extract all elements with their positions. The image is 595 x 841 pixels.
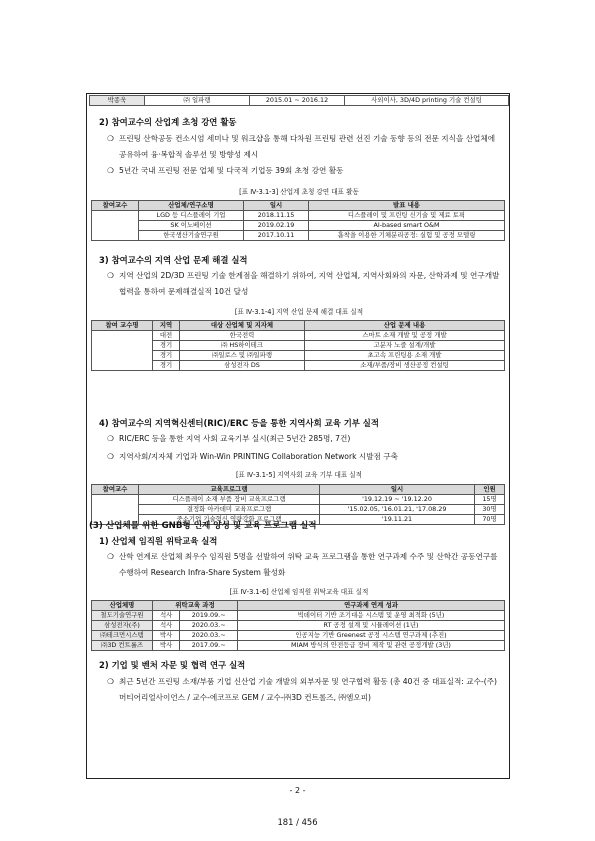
s3-col-professor: 참여 교수명 <box>92 321 153 331</box>
s3-col-region: 지역 <box>153 321 180 331</box>
table-header-row <box>92 485 505 495</box>
table-header-row <box>92 601 505 611</box>
sec3-col-course: 위탁교육 과정 <box>153 601 238 611</box>
top-cell-period: 2015.01 ~ 2016.12 <box>250 96 345 106</box>
top-cell-company: ㈜ 일파랭 <box>145 96 250 106</box>
s3-col-target: 대상 산업체 및 지자체 <box>180 321 305 331</box>
sec3-col-company: 산업체명 <box>92 601 153 611</box>
table-row: 철도기술연구원 석사 2019.09.~ 빅데이터 기반 조기대응 시스템 및 운영 최적화 (5년) <box>92 611 505 621</box>
s4-col-program: 교육프로그램 <box>139 485 320 495</box>
table-row: SK 이노베이션 2019.02.19 AI-based smart O&M <box>92 221 505 231</box>
s2-professor-cell <box>92 211 139 241</box>
bullet-icon: ❍ <box>107 166 114 175</box>
table-row: 결정화 아카데미 교육프로그램 '15.02.05, '16.01.21, '17.08.29 30명 <box>92 505 505 515</box>
s2-heading: 2) 참여교수의 산업계 초청 강연 활동 <box>99 117 237 127</box>
table-row <box>90 96 509 106</box>
table-row: 경기 ㈜일로스 및 ㈜일파랭 초고속 프린팅용 소재 개발 <box>92 351 505 361</box>
table-row: 디스플레이 소재 부품 장비 교육프로그램 '19.12.19 ~ '19.12.20 15명 <box>92 495 505 505</box>
content-frame <box>86 93 510 779</box>
s2-col-content: 발표 내용 <box>309 201 505 211</box>
sec3-sub1-caption: [표 Ⅳ-3.1-6] 산업체 임직원 위탁교육 대표 실적 <box>229 588 369 596</box>
page-number: - 2 - <box>289 786 306 795</box>
table-row: ㈜3D 컨트롤즈 박사 2017.09.~ MIAM 방식의 안전등급 장비 제작 및 관련 공정개발 (3년) <box>92 641 505 651</box>
s3-col-issue: 산업 문제 내용 <box>305 321 505 331</box>
bullet-icon: ❍ <box>107 271 114 280</box>
bullet-icon: ❍ <box>107 452 114 461</box>
top-cell-name: 박종욱 <box>90 96 145 106</box>
sec3-heading: (3) 산업체를 위한 GNB형 인재 양성 및 교육 프로그램 실적 <box>89 521 317 531</box>
sec3-sub1-bullet-1: ❍ 산학 연계로 산업체 최우수 임직원 5명을 선발하여 위탁 교육 프로그램을 통한 연구과제 수주 및 산학간 공동연구를 수행하여 Research Infra-Share System 활성화 <box>107 549 503 581</box>
s3-caption: [표 Ⅳ-3.1-4] 지역 산업 문제 해결 대표 실적 <box>234 308 364 316</box>
bullet-icon: ❍ <box>107 552 114 561</box>
table-header-row <box>92 201 505 211</box>
s3-table <box>91 320 505 371</box>
bullet-icon: ❍ <box>107 677 114 686</box>
s4-bullet-2: ❍ 지역사회/지자체 기업과 Win-Win PRINTING Collaboration Network 시발점 구축 <box>107 449 503 465</box>
s2-table <box>91 200 505 241</box>
sec3-sub2-heading: 2) 기업 및 벤처 자문 및 협력 연구 실적 <box>99 660 246 670</box>
top-row-table <box>89 95 509 106</box>
sec3-sub1-table <box>91 600 505 651</box>
table-row: 한국생산기술연구원 2017.10.11 흡착을 이용한 기체분리공정: 실험 및 공정 모델링 <box>92 231 505 241</box>
table-row: 중소기업 기술혁신 역량강화 프로그램 '19.11.21 70명 <box>92 515 505 525</box>
s3-professor-cell <box>92 331 153 371</box>
s4-bullet-1: ❍ RIC/ERC 등을 통한 지역 사회 교육기부 실시(최근 5년간 285명, 7건) <box>107 431 503 447</box>
table-row: LGD 등 디스플레이 기업 2018.11.15 디스플레이 및 프린팅 신기술 및 제료 토픽 <box>92 211 505 221</box>
sec3-sub1-heading: 1) 산업체 임직원 위탁교육 실적 <box>99 536 218 546</box>
bullet-icon: ❍ <box>107 434 114 443</box>
s4-col-professor: 참여교수 <box>92 485 139 495</box>
bullet-icon: ❍ <box>107 134 114 143</box>
table-header-row <box>92 321 505 331</box>
s2-bullet-2: ❍ 5년간 국내 프린팅 전문 업체 및 다국적 기업등 39회 초청 강연 활동 <box>107 163 503 179</box>
table-row: 경기 삼성전자 DS 소재/부품/장비 생산공정 컨설팅 <box>92 361 505 371</box>
s4-caption: [표 Ⅳ-3.1-5] 지역사회 교육 기부 대표 실적 <box>235 471 363 479</box>
s2-col-company: 산업체/연구소명 <box>139 201 244 211</box>
top-cell-role: 사외이사, 3D/4D printing 기술 컨설팅 <box>345 96 509 106</box>
s3-heading: 3) 참여교수의 지역 산업 문제 해결 실적 <box>99 255 248 265</box>
table-row: 대전 한국전력 스마트 소재 개발 및 공정 개발 <box>92 331 505 341</box>
table-row: ㈜테크먼시스템 박사 2020.03.~ 인공지능 기반 Greenest 공정 시스템 연구과제 (추진) <box>92 631 505 641</box>
sec3-col-result: 연구과제 연계 성과 <box>238 601 505 611</box>
s2-col-date: 일시 <box>244 201 309 211</box>
sec3-sub2-bullet-1: ❍ 최근 5년간 프린팅 소재/부품 기업 신산업 기술 개발의 외부자문 및 연구협력 활동 (총 40건 중 대표실적: 교수-(주)머티어리얼사이언스 / 교수-에코프로 GEM / 교수-㈜3D 컨트롤즈, ㈜엠오피) <box>107 674 503 706</box>
s2-bullet-1: ❍ 프린팅 산학공동 컨소시엄 세미나 및 워크샵을 통해 다차원 프린팅 관련 선진 기술 동향 등의 전문 지식을 산업체에 공유하여 융·복합적 솔루션 및 방향성 제시 <box>107 131 503 163</box>
s2-col-professor: 참여교수 <box>92 201 139 211</box>
s4-col-date: 일시 <box>320 485 475 495</box>
table-row: 경기 ㈜ HS하이테크 고분자 노즐 설계/개발 <box>92 341 505 351</box>
s2-caption: [표 Ⅳ-3.1-3] 산업계 초청 강연 대표 활동 <box>239 188 359 196</box>
s3-bullet-1: ❍ 지역 산업의 2D/3D 프린팅 기술 한계점을 해결하기 위하여, 지역 산업체, 지역사회와의 자문, 산학과제 및 연구개발 협력을 통하여 문제해결실적 10건 달성 <box>107 268 503 300</box>
page-total: 181 / 456 <box>277 817 318 827</box>
table-row: 삼성전자(주) 석사 2020.03.~ RT 공정 설계 및 시뮬레이션 (1년) <box>92 621 505 631</box>
s4-col-count: 인원 <box>475 485 505 495</box>
s4-heading: 4) 참여교수의 지역혁신센터(RIC)/ERC 등을 통한 지역사회 교육 기부 실적 <box>99 418 379 428</box>
